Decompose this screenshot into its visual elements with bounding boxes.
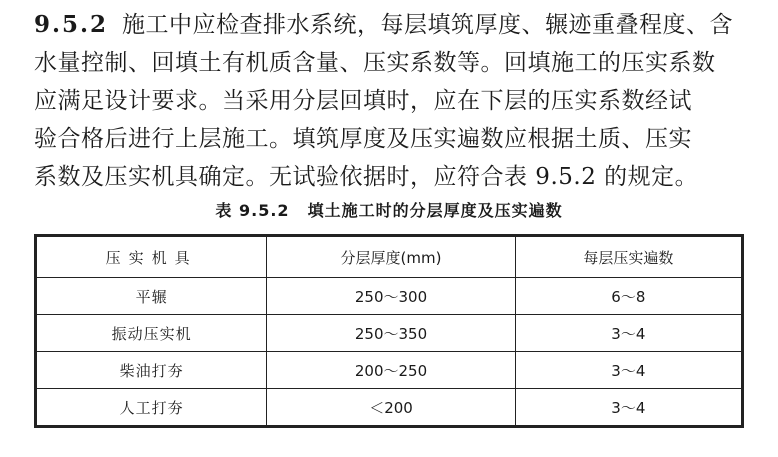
cell-passes: 6～8 bbox=[515, 278, 742, 315]
table-caption-title: 填土施工时的分层厚度及压实遍数 bbox=[307, 201, 563, 220]
table-caption-number: 表 9.5.2 bbox=[215, 201, 290, 220]
cell-thickness: 200～250 bbox=[267, 352, 515, 389]
paragraph-line-3: 应满足设计要求。当采用分层回填时，应在下层的压实系数经试 bbox=[34, 88, 692, 114]
cell-thickness: ＜200 bbox=[267, 389, 515, 427]
cell-thickness: 250～300 bbox=[267, 278, 515, 315]
cell-passes: 3～4 bbox=[515, 389, 742, 427]
paragraph-line-2: 水量控制、回填土有机质含量、压实系数等。回填施工的压实系数 bbox=[34, 50, 716, 76]
header-compaction-equipment: 压实机具 bbox=[36, 236, 267, 278]
header-passes-per-layer: 每层压实遍数 bbox=[515, 236, 742, 278]
cell-equipment: 平辗 bbox=[36, 278, 267, 315]
paragraph-line-1-text: 施工中应检查排水系统，每层填筑厚度、辗迹重叠程度、含 bbox=[122, 12, 734, 38]
cell-passes: 3～4 bbox=[515, 352, 742, 389]
clause-number: 9.5.2 bbox=[34, 11, 109, 38]
clause-paragraph bbox=[34, 6, 754, 196]
paragraph-line-4: 验合格后进行上层施工。填筑厚度及压实遍数应根据土质、压实 bbox=[34, 126, 692, 152]
table-row bbox=[36, 352, 743, 389]
table-row bbox=[36, 315, 743, 352]
cell-equipment: 柴油打夯 bbox=[36, 352, 267, 389]
table-caption bbox=[0, 198, 778, 221]
table-row bbox=[36, 389, 743, 427]
table-header-row bbox=[36, 236, 743, 278]
cell-passes: 3～4 bbox=[515, 315, 742, 352]
compaction-table bbox=[34, 234, 744, 428]
paragraph-line-5: 系数及压实机具确定。无试验依据时，应符合表 9.5.2 的规定。 bbox=[34, 164, 699, 190]
cell-equipment: 人工打夯 bbox=[36, 389, 267, 427]
header-layer-thickness: 分层厚度(mm) bbox=[267, 236, 515, 278]
cell-thickness: 250～350 bbox=[267, 315, 515, 352]
cell-equipment: 振动压实机 bbox=[36, 315, 267, 352]
table-row bbox=[36, 278, 743, 315]
paragraph-line-1 bbox=[34, 6, 754, 44]
